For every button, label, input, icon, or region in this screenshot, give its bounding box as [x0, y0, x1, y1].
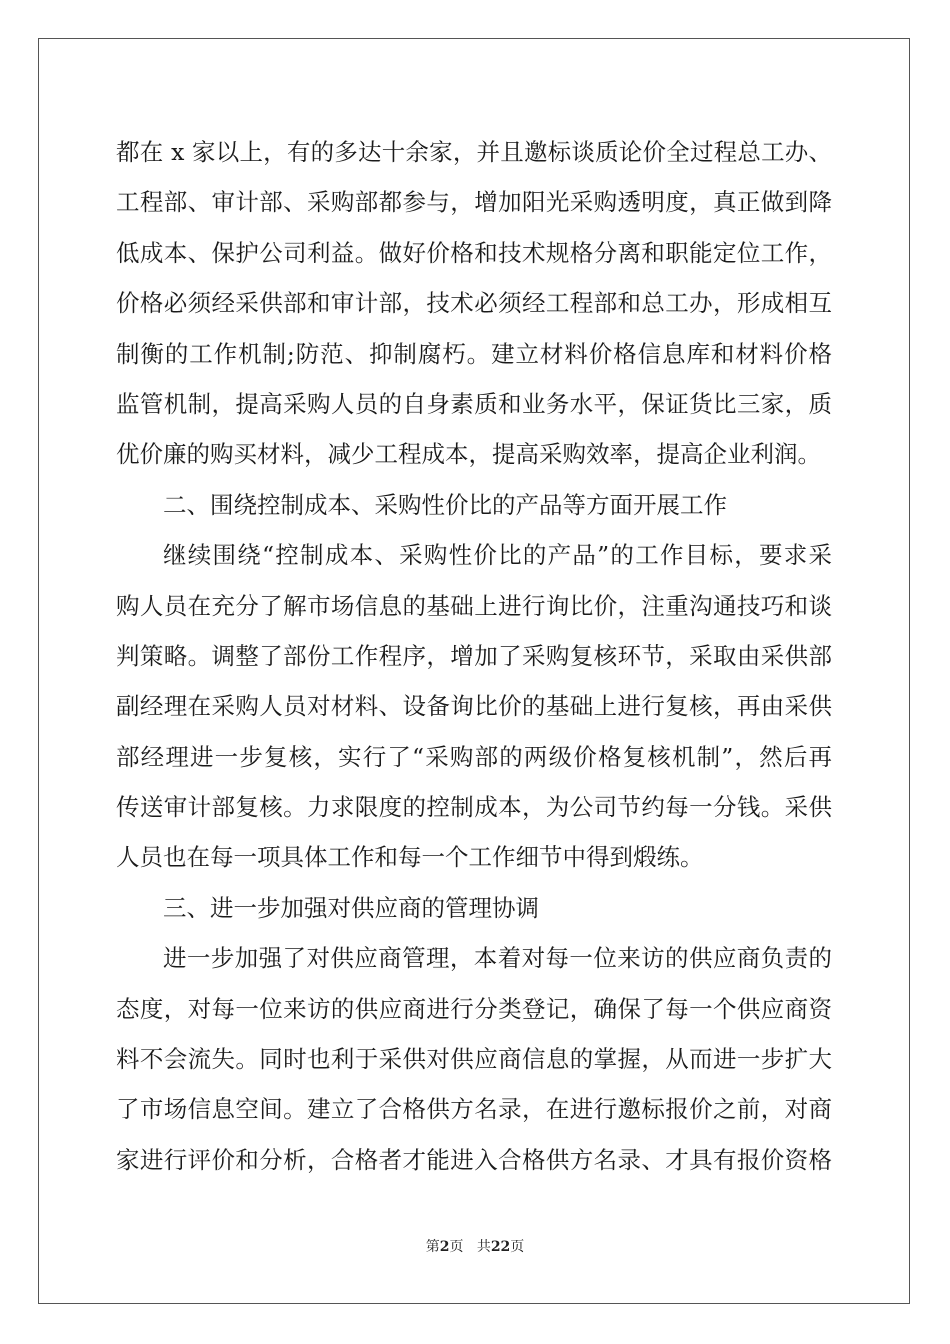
paragraph-last-line: 人员也在每一项具体工作和每一个工作细节中得到煅练。: [116, 843, 704, 872]
footer-page-prefix: 第: [425, 1239, 440, 1255]
paragraph-line: 传送审计部复核。力求限度的控制成本，为公司节约每一分钱。采供: [116, 793, 832, 822]
paragraph-line: 判策略。调整了部份工作程序，增加了采购复核环节，采取由采供部: [116, 641, 832, 670]
paragraph-line: 部经理进一步复核，实行了“采购部的两级价格复核机制”，然后再: [116, 742, 832, 771]
section-heading: 三、进一步加强对供应商的管理协调: [163, 893, 539, 922]
paragraph-line: 了市场信息空间。建立了合格供方名录，在进行邀标报价之前，对商: [116, 1095, 832, 1124]
paragraph-line: 制衡的工作机制;防范、抑制腐朽。建立材料价格信息库和材料价格: [116, 339, 832, 368]
paragraph-line: 工程部、审计部、采购部都参与，增加阳光采购透明度，真正做到降: [116, 188, 832, 217]
paragraph-line: 料不会流失。同时也利于采供对供应商信息的掌握，从而进一步扩大: [116, 1045, 832, 1074]
paragraph-line: 低成本、保护公司利益。做好价格和技术规格分离和职能定位工作，: [116, 238, 832, 267]
footer-page-number: 2: [439, 1239, 450, 1255]
paragraph-line: 购人员在充分了解市场信息的基础上进行询比价，注重沟通技巧和谈: [116, 591, 832, 620]
paragraph-last-line: 优价廉的购买材料，减少工程成本，提高采购效率，提高企业利润。: [116, 440, 821, 469]
page-footer: [0, 1238, 950, 1256]
paragraph-line: 都在 x 家以上，有的多达十余家，并且邀标谈质论价全过程总工办、: [116, 138, 832, 166]
paragraph-first-line: 继续围绕“控制成本、采购性价比的产品”的工作目标，要求采: [163, 541, 832, 570]
document-body: [116, 127, 832, 1185]
paragraph-line: 态度，对每一位来访的供应商进行分类登记，确保了每一个供应商资: [116, 994, 832, 1023]
footer-total-prefix: 共: [476, 1239, 491, 1255]
paragraph-line: 监管机制，提高采购人员的自身素质和业务水平，保证货比三家，质: [116, 389, 832, 418]
footer-total-suffix: 页: [510, 1239, 525, 1255]
paragraph-line: 价格必须经采供部和审计部，技术必须经工程部和总工办，形成相互: [116, 289, 832, 318]
section-heading: 二、围绕控制成本、采购性价比的产品等方面开展工作: [163, 490, 727, 519]
footer-page-suffix: 页: [449, 1239, 464, 1255]
paragraph-line: 副经理在采购人员对材料、设备询比价的基础上进行复核，再由采供: [116, 692, 832, 721]
paragraph-first-line: 进一步加强了对供应商管理，本着对每一位来访的供应商负责的: [163, 944, 832, 973]
footer-total-pages: 22: [490, 1239, 511, 1255]
paragraph-line: 家进行评价和分析，合格者才能进入合格供方名录、才具有报价资格: [116, 1145, 832, 1174]
